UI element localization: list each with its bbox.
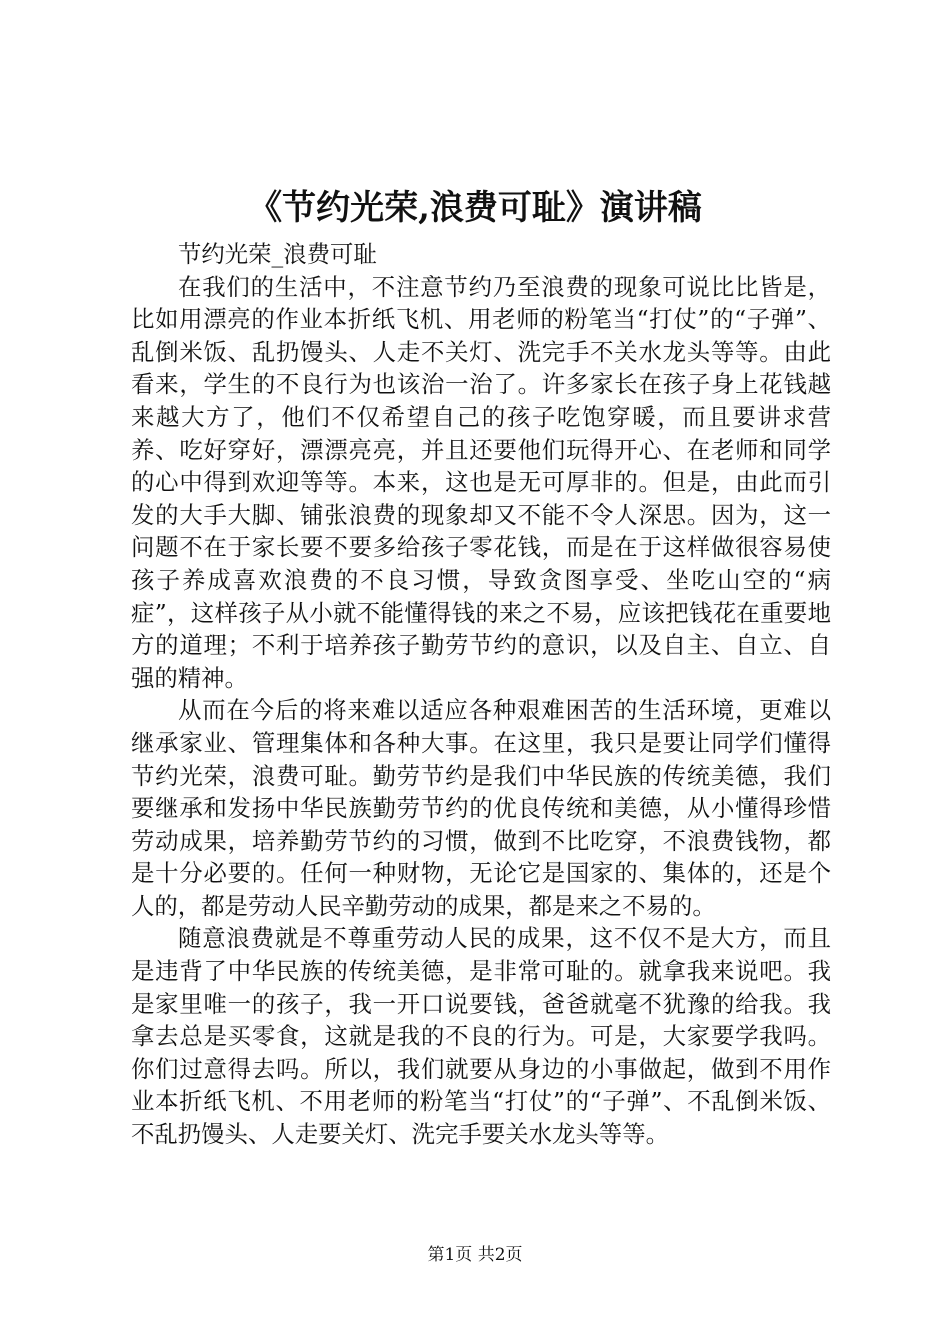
document-body xyxy=(131,238,831,1151)
paragraph-2: 从而在今后的将来难以适应各种艰难困苦的生活环境，更难以继承家业、管理集体和各种大事。在这里，我只是要让同学们懂得节约光荣，浪费可耻。勤劳节约是我们中华民族的传统美德，我们要继承和发扬中华民族勤劳节约的优良传统和美德，从小懂得珍惜劳动成果，培养勤劳节约的习惯，做到不比吃穿，不浪费钱物，都是十分必要的。任何一种财物，无论它是国家的、集体的，还是个人的，都是劳动人民辛勤劳动的成果，都是来之不易的。 xyxy=(131,696,831,920)
page-footer: 第1页 共2页 xyxy=(427,1245,523,1265)
page-title: 《节约光荣,浪费可耻》演讲稿 xyxy=(248,188,702,228)
document-subtitle: 节约光荣_浪费可耻 xyxy=(178,240,377,268)
paragraph-3: 随意浪费就是不尊重劳动人民的成果，这不仅不是大方，而且是违背了中华民族的传统美德，是非常可耻的。就拿我来说吧。我是家里唯一的孩子，我一开口说要钱，爸爸就毫不犹豫的给我。我拿去总是买零食，这就是我的不良的行为。可是，大家要学我吗。你们过意得去吗。所以，我们就要从身边的小事做起，做到不用作业本折纸飞机、不用老师的粉笔当“打仗”的“子弹”、不乱倒米饭、不乱扔馒头、人走要关灯、洗完手要关水龙头等等。 xyxy=(131,924,831,1149)
paragraph-1: 在我们的生活中，不注意节约乃至浪费的现象可说比比皆是，比如用漂亮的作业本折纸飞机、用老师的粉笔当“打仗”的“子弹”、乱倒米饭、乱扔馒头、人走不关灯、洗完手不关水龙头等等。由此看来，学生的不良行为也该治一治了。许多家长在孩子身上花钱越来越大方了，他们不仅希望自己的孩子吃饱穿暖，而且要讲求营养、吃好穿好，漂漂亮亮，并且还要他们玩得开心、在老师和同学的心中得到欢迎等等。本来，这也是无可厚非的。但是，由此而引发的大手大脚、铺张浪费的现象却又不能不令人深思。因为，这一问题不在于家长要不要多给孩子零花钱，而是在于这样做很容易使孩子养成喜欢浪费的不良习惯，导致贪图享受、坐吃山空的“病症”，这样孩子从小就不能懂得钱的来之不易，应该把钱花在重要地方的道理；不利于培养孩子勤劳节约的意识，以及自主、自立、自强的精神。 xyxy=(131,272,831,692)
